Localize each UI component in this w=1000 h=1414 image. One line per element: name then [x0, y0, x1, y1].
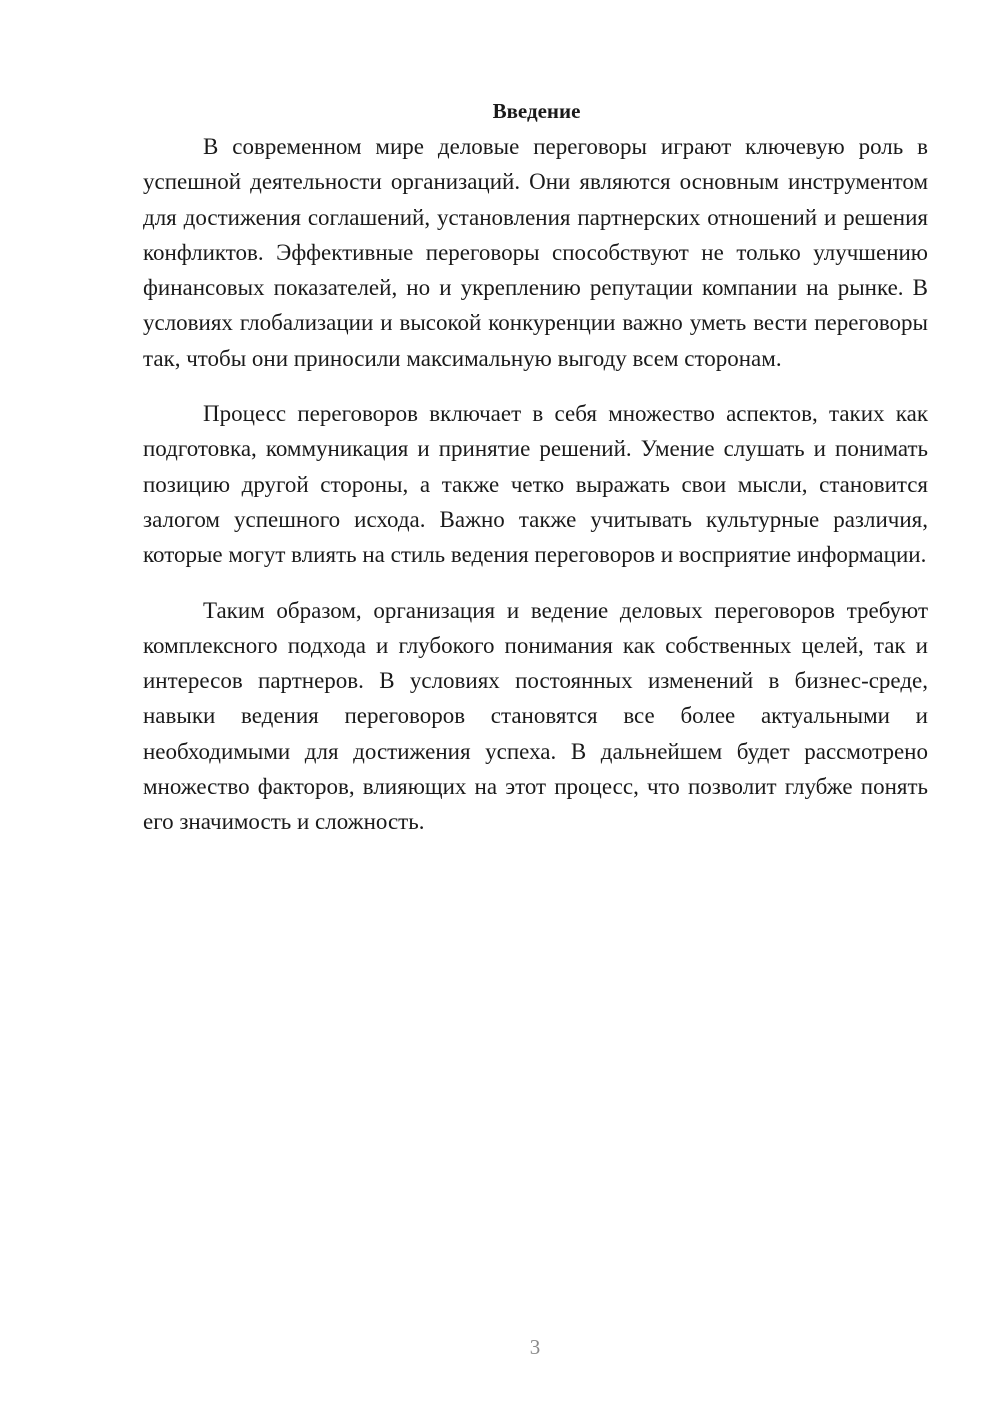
section-title: Введение — [492, 99, 581, 123]
paragraph-2: Процесс переговоров включает в себя множество аспектов, таких как подготовка, коммуникация и принятие решений. Умение слушать и понимать позицию другой стороны, а также четко выражать свои мысли, становится залогом успешного исхода. Важно также учитывать культурные различия, которые могут влиять на стиль ведения переговоров и восприятие информации. — [143, 401, 928, 568]
page-number: 3 — [529, 1335, 541, 1359]
page-content — [143, 96, 928, 860]
paragraph-1: В современном мире деловые переговоры играют ключевую роль в успешной деятельности организаций. Они являются основным инструментом для достижения соглашений, установления партнерских отношений и решения конфликтов. Эффективные переговоры способствуют не только улучшению финансовых показателей, но и укреплению репутации компании на рынке. В условиях глобализации и высокой конкуренции важно уметь вести переговоры так, чтобы они приносили максимальную выгоду всем сторонам. — [143, 134, 928, 371]
paragraph-3: Таким образом, организация и ведение деловых переговоров требуют комплексного подхода и глубокого понимания как собственных целей, так и интересов партнеров. В условиях постоянных изменений в бизнес-среде, навыки ведения переговоров становятся все более актуальными и необходимыми для достижения успеха. В дальнейшем будет рассмотрено множество факторов, влияющих на этот процесс, что позволит глубже понять его значимость и сложность. — [143, 597, 928, 835]
